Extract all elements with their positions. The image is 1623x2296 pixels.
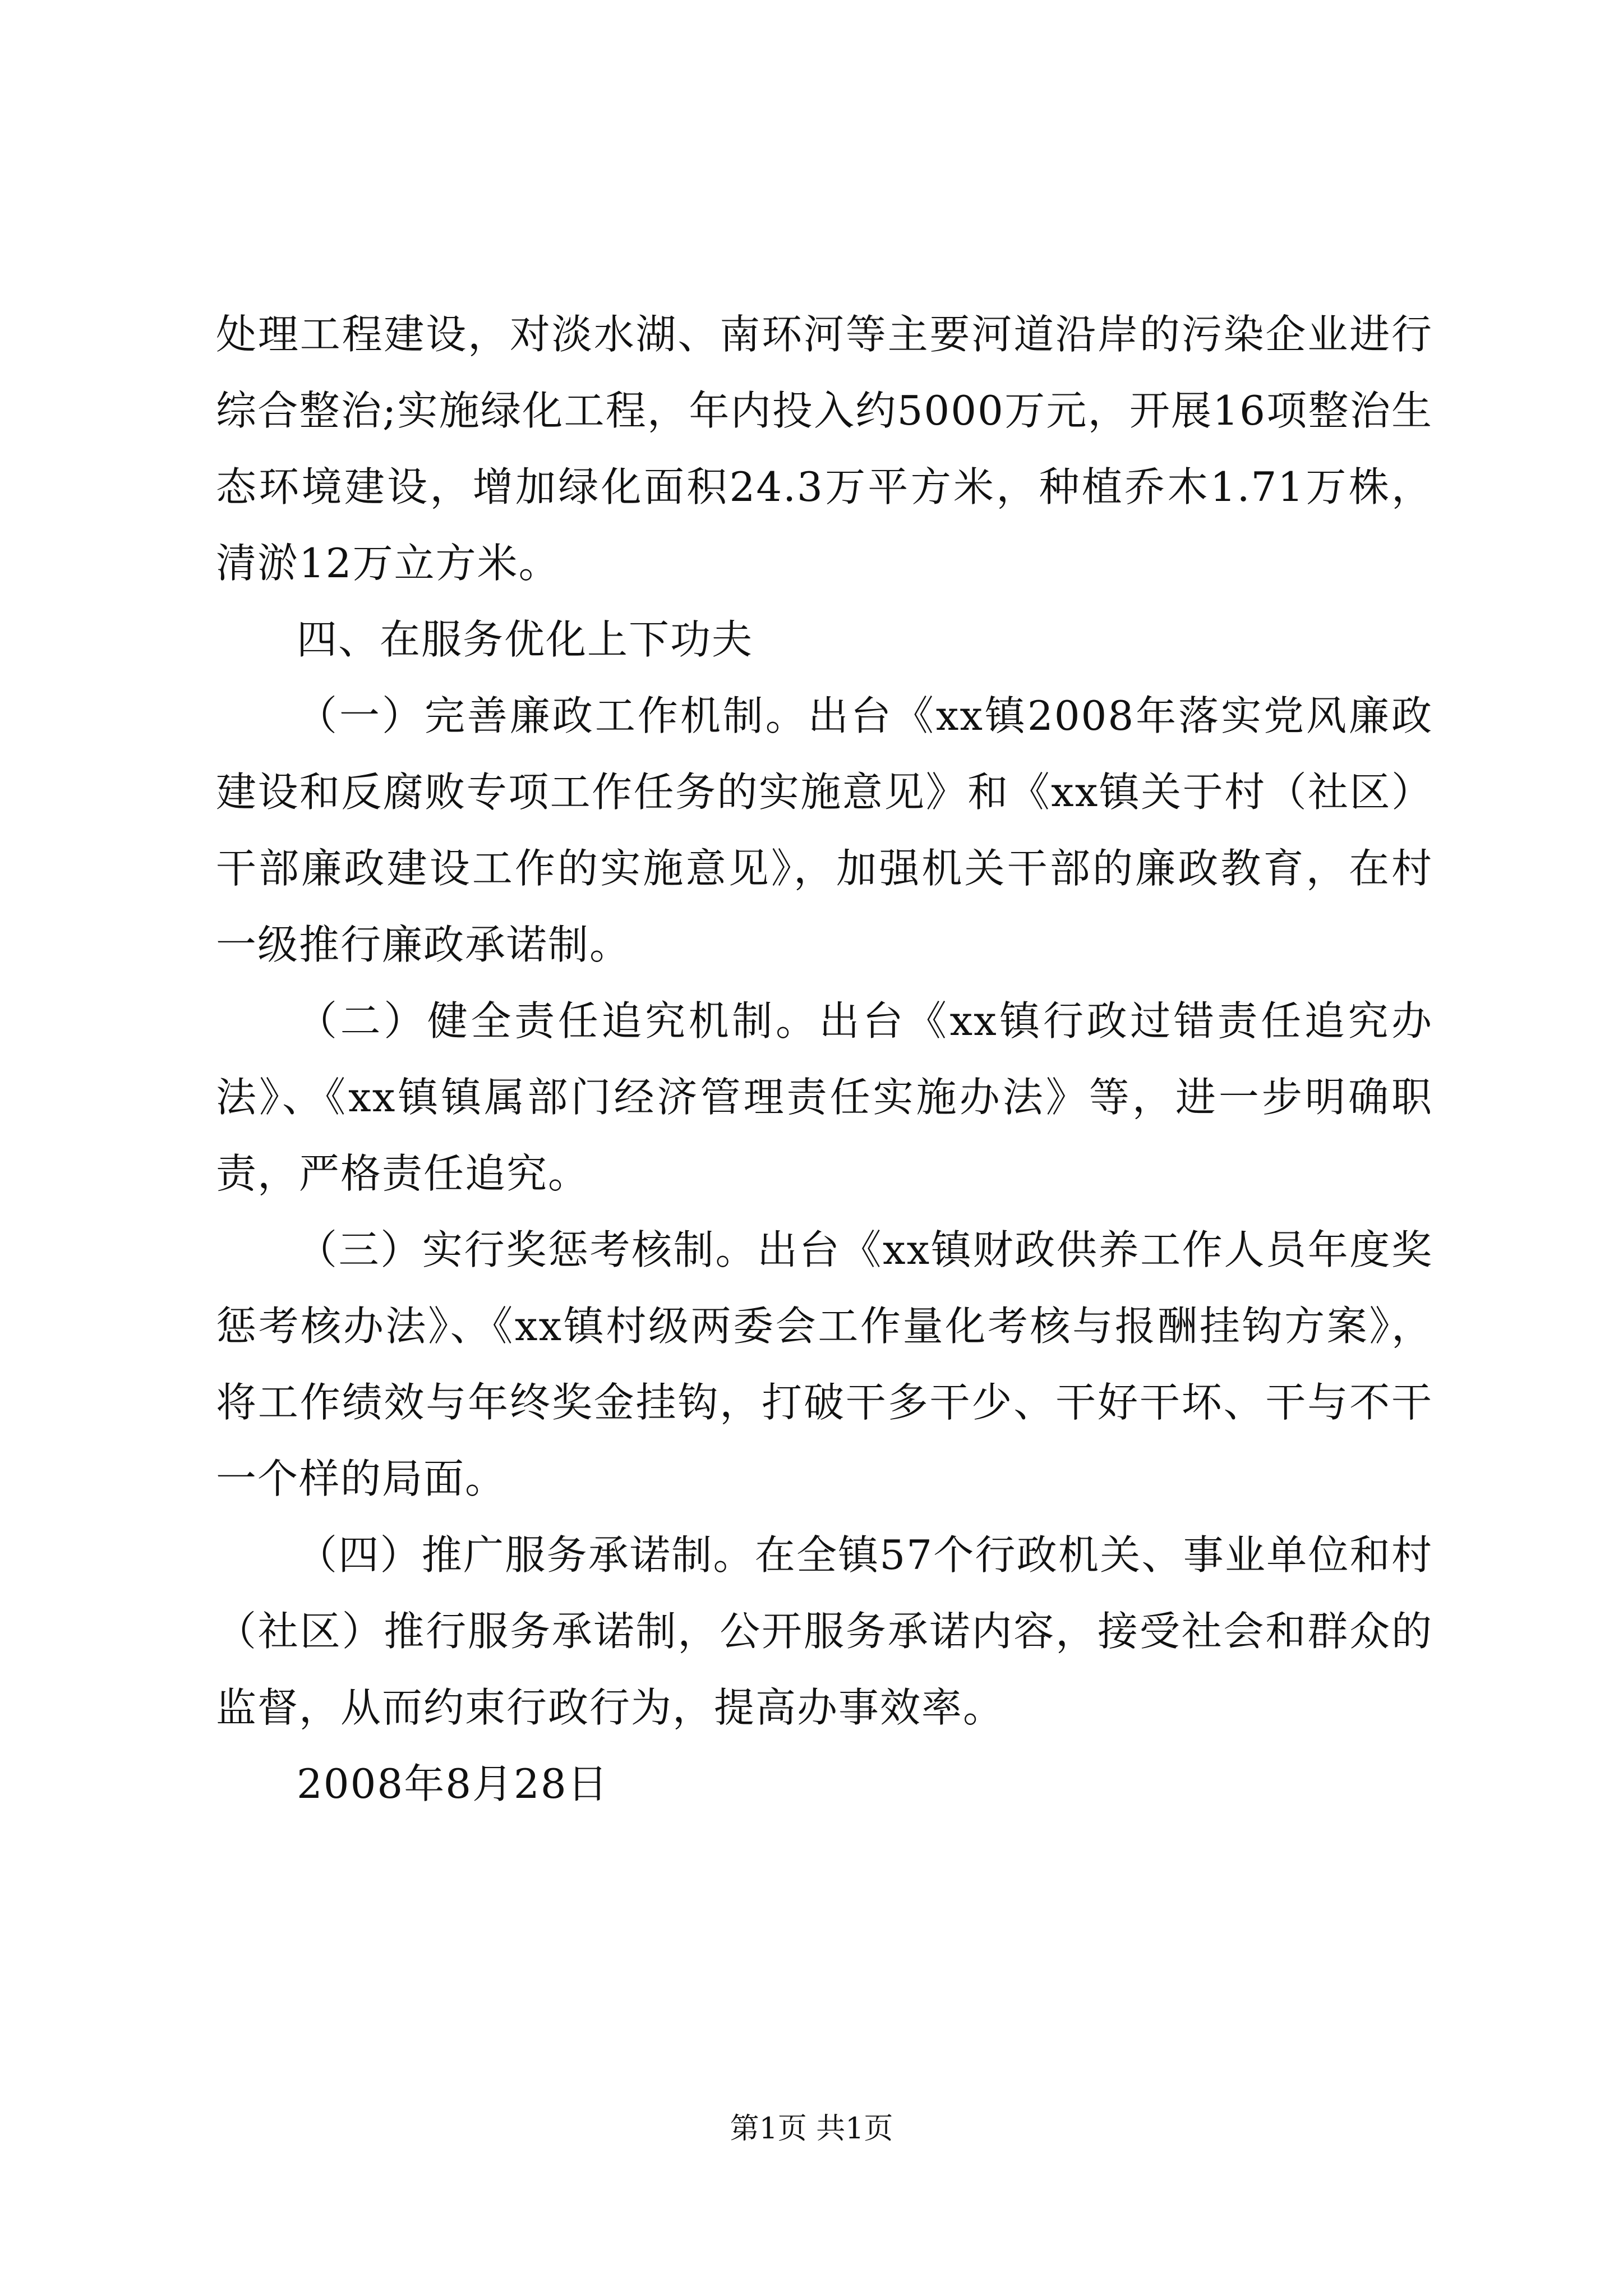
page-number-label: 第1页 共1页 <box>730 2112 893 2146</box>
paragraph-item-4: （四）推广服务承诺制。在全镇57个行政机关、事业单位和村（社区）推行服务承诺制，公开服务承诺内容，接受社会和群众的监督，从而约束行政行为，提高办事效率。 <box>216 1531 1433 1731</box>
paragraph-continuation: 处理工程建设，对淡水湖、南环河等主要河道沿岸的污染企业进行综合整治;实施绿化工程，年内投入约5000万元，开展16项整治生态环境建设，增加绿化面积24.3万平方米，种植乔木1.71万株，清淤12万立方米。 <box>216 311 1433 587</box>
document-date: 2008年8月28日 <box>297 1760 609 1807</box>
paragraph-item-3: （三）实行奖惩考核制。出台《xx镇财政供养工作人员年度奖惩考核办法》、《xx镇村级两委会工作量化考核与报酬挂钩方案》，将工作绩效与年终奖金挂钩，打破干多干少、干好干坏、干与不干一个样的局面。 <box>216 1226 1433 1502</box>
paragraph-item-2: （二）健全责任追究机制。出台《xx镇行政过错责任追究办法》、《xx镇镇属部门经济管理责任实施办法》等，进一步明确职责，严格责任追究。 <box>216 997 1433 1197</box>
section-heading: 四、在服务优化上下功夫 <box>297 616 754 663</box>
document-body <box>216 296 1433 1822</box>
page-footer <box>0 2109 1623 2148</box>
paragraph-item-1: （一）完善廉政工作机制。出台《xx镇2008年落实党风廉政建设和反腐败专项工作任务的实施意见》和《xx镇关于村（社区）干部廉政建设工作的实施意见》，加强机关干部的廉政教育，在村一级推行廉政承诺制。 <box>216 692 1433 968</box>
